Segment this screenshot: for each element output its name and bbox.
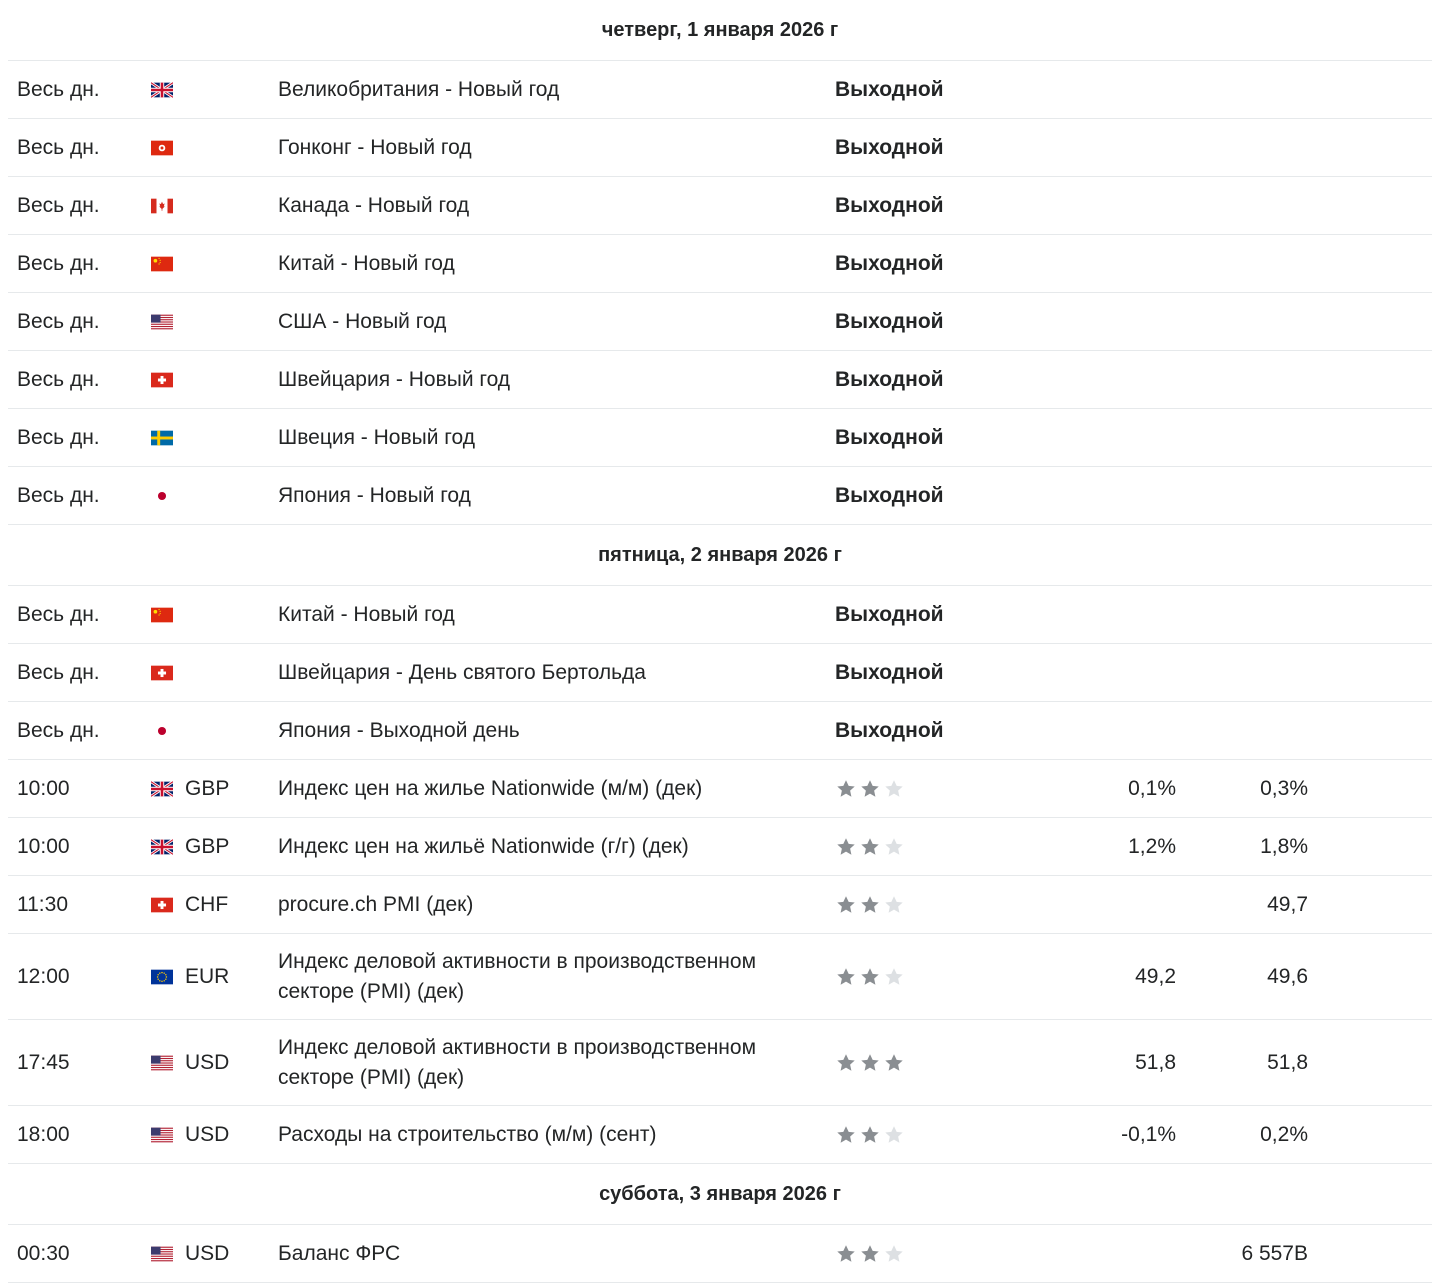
holiday-label: Выходной — [835, 251, 944, 275]
us-flag-icon — [151, 1246, 173, 1262]
star-icon — [859, 836, 881, 858]
ca-flag-icon — [151, 198, 173, 214]
star-icon — [883, 1243, 905, 1265]
event-name[interactable]: procure.ch PMI (дек) — [278, 892, 474, 916]
star-icon — [883, 1124, 905, 1146]
currency-code: EUR — [185, 964, 230, 988]
forecast-value: 49,2 — [1135, 964, 1176, 988]
holiday-label: Выходной — [835, 367, 944, 391]
ch-flag-icon — [151, 897, 173, 913]
us-flag-icon — [151, 314, 173, 330]
currency-code: USD — [185, 1122, 230, 1146]
importance-rating — [835, 1124, 905, 1146]
importance-rating — [835, 836, 905, 858]
currency-code: GBP — [185, 834, 230, 858]
previous-value: 6 557B — [1241, 1241, 1308, 1265]
event-time: Весь дн. — [17, 660, 100, 684]
currency-code: USD — [185, 1050, 230, 1074]
previous-value: 49,7 — [1267, 892, 1308, 916]
event-name[interactable]: Швейцария - День святого Бертольда — [278, 660, 646, 684]
importance-rating — [835, 778, 905, 800]
event-name[interactable]: Канада - Новый год — [278, 193, 470, 217]
previous-value: 49,6 — [1267, 964, 1308, 988]
star-icon — [835, 1124, 857, 1146]
ch-flag-icon — [151, 665, 173, 681]
event-time: 00:30 — [17, 1241, 70, 1265]
event-name[interactable]: Китай - Новый год — [278, 251, 455, 275]
event-row[interactable] — [8, 351, 1432, 409]
star-icon — [835, 836, 857, 858]
star-icon — [859, 1243, 881, 1265]
event-name[interactable]: Китай - Новый год — [278, 602, 455, 626]
day-header: пятница, 2 января 2026 г — [8, 525, 1432, 586]
event-row[interactable] — [8, 61, 1432, 119]
star-icon — [883, 966, 905, 988]
event-name[interactable]: Гонконг - Новый год — [278, 135, 472, 159]
day-header: суббота, 3 января 2026 г — [8, 1164, 1432, 1225]
event-time: Весь дн. — [17, 309, 100, 333]
holiday-label: Выходной — [835, 660, 944, 684]
forecast-value: 51,8 — [1135, 1050, 1176, 1074]
event-row[interactable] — [8, 760, 1432, 818]
star-icon — [883, 1052, 905, 1074]
currency-code: GBP — [185, 776, 230, 800]
event-row[interactable] — [8, 702, 1432, 760]
forecast-value: 0,1% — [1128, 776, 1176, 800]
us-flag-icon — [151, 1055, 173, 1071]
previous-value: 51,8 — [1267, 1050, 1308, 1074]
event-time: Весь дн. — [17, 602, 100, 626]
uk-flag-icon — [151, 781, 173, 797]
holiday-label: Выходной — [835, 77, 944, 101]
event-time: Весь дн. — [17, 77, 100, 101]
event-row[interactable] — [8, 1225, 1432, 1283]
event-time: 11:30 — [17, 892, 68, 916]
event-time: Весь дн. — [17, 718, 100, 742]
star-icon — [883, 778, 905, 800]
event-name[interactable]: Баланс ФРС — [278, 1241, 401, 1265]
us-flag-icon — [151, 1127, 173, 1143]
se-flag-icon — [151, 430, 173, 446]
event-row[interactable] — [8, 409, 1432, 467]
star-icon — [835, 1052, 857, 1074]
star-icon — [859, 778, 881, 800]
event-time: 17:45 — [17, 1050, 70, 1074]
forecast-value: -0,1% — [1121, 1122, 1176, 1146]
star-icon — [883, 894, 905, 916]
event-row[interactable] — [8, 876, 1432, 934]
event-row[interactable] — [8, 644, 1432, 702]
event-name[interactable]: Япония - Новый год — [278, 483, 471, 507]
event-name[interactable]: США - Новый год — [278, 309, 447, 333]
holiday-label: Выходной — [835, 135, 944, 159]
event-name[interactable]: Швеция - Новый год — [278, 425, 475, 449]
event-time: 12:00 — [17, 964, 70, 988]
star-icon — [835, 1243, 857, 1265]
star-icon — [835, 894, 857, 916]
event-time: Весь дн. — [17, 135, 100, 159]
event-name[interactable]: Индекс деловой активности в производственном секторе (PMI) (дек) — [278, 1035, 757, 1089]
jp-flag-icon — [151, 723, 173, 739]
holiday-label: Выходной — [835, 718, 944, 742]
ch-flag-icon — [151, 372, 173, 388]
holiday-label: Выходной — [835, 425, 944, 449]
currency-code: CHF — [185, 892, 229, 916]
event-time: 18:00 — [17, 1122, 70, 1146]
event-name[interactable]: Япония - Выходной день — [278, 718, 520, 742]
event-row[interactable] — [8, 934, 1432, 1020]
star-icon — [859, 1124, 881, 1146]
hk-flag-icon — [151, 140, 173, 156]
event-name[interactable]: Индекс деловой активности в производственном секторе (PMI) (дек) — [278, 949, 757, 1003]
holiday-label: Выходной — [835, 309, 944, 333]
event-row[interactable] — [8, 177, 1432, 235]
jp-flag-icon — [151, 488, 173, 504]
event-time: Весь дн. — [17, 367, 100, 391]
event-row[interactable] — [8, 235, 1432, 293]
star-icon — [859, 1052, 881, 1074]
cn-flag-icon — [151, 607, 173, 623]
star-icon — [859, 894, 881, 916]
star-icon — [835, 966, 857, 988]
importance-rating — [835, 1243, 905, 1265]
previous-value: 0,2% — [1260, 1122, 1308, 1146]
currency-code: USD — [185, 1241, 230, 1265]
event-time: Весь дн. — [17, 193, 100, 217]
event-name[interactable]: Индекс цен на жилье Nationwide (м/м) (дек) — [278, 776, 703, 800]
holiday-label: Выходной — [835, 193, 944, 217]
importance-rating — [835, 1052, 905, 1074]
holiday-label: Выходной — [835, 602, 944, 626]
event-name[interactable]: Великобритания - Новый год — [278, 77, 560, 101]
economic-calendar — [8, 0, 1432, 1283]
event-row[interactable] — [8, 1020, 1432, 1106]
event-row[interactable] — [8, 1106, 1432, 1164]
event-time: 10:00 — [17, 834, 70, 858]
event-time: 10:00 — [17, 776, 70, 800]
event-time: Весь дн. — [17, 483, 100, 507]
importance-rating — [835, 966, 905, 988]
star-icon — [859, 966, 881, 988]
eu-flag-icon — [151, 969, 173, 985]
event-row[interactable] — [8, 586, 1432, 644]
event-row[interactable] — [8, 293, 1432, 351]
event-name[interactable]: Швейцария - Новый год — [278, 367, 511, 391]
holiday-label: Выходной — [835, 483, 944, 507]
event-time: Весь дн. — [17, 425, 100, 449]
uk-flag-icon — [151, 82, 173, 98]
star-icon — [883, 836, 905, 858]
importance-rating — [835, 894, 905, 916]
star-icon — [835, 778, 857, 800]
event-row[interactable] — [8, 467, 1432, 525]
day-header: четверг, 1 января 2026 г — [8, 0, 1432, 61]
previous-value: 0,3% — [1260, 776, 1308, 800]
event-time: Весь дн. — [17, 251, 100, 275]
previous-value: 1,8% — [1260, 834, 1308, 858]
forecast-value: 1,2% — [1128, 834, 1176, 858]
event-name[interactable]: Индекс цен на жильё Nationwide (г/г) (дек) — [278, 834, 689, 858]
event-name[interactable]: Расходы на строительство (м/м) (сент) — [278, 1122, 657, 1146]
uk-flag-icon — [151, 839, 173, 855]
event-row[interactable] — [8, 818, 1432, 876]
cn-flag-icon — [151, 256, 173, 272]
event-row[interactable] — [8, 119, 1432, 177]
